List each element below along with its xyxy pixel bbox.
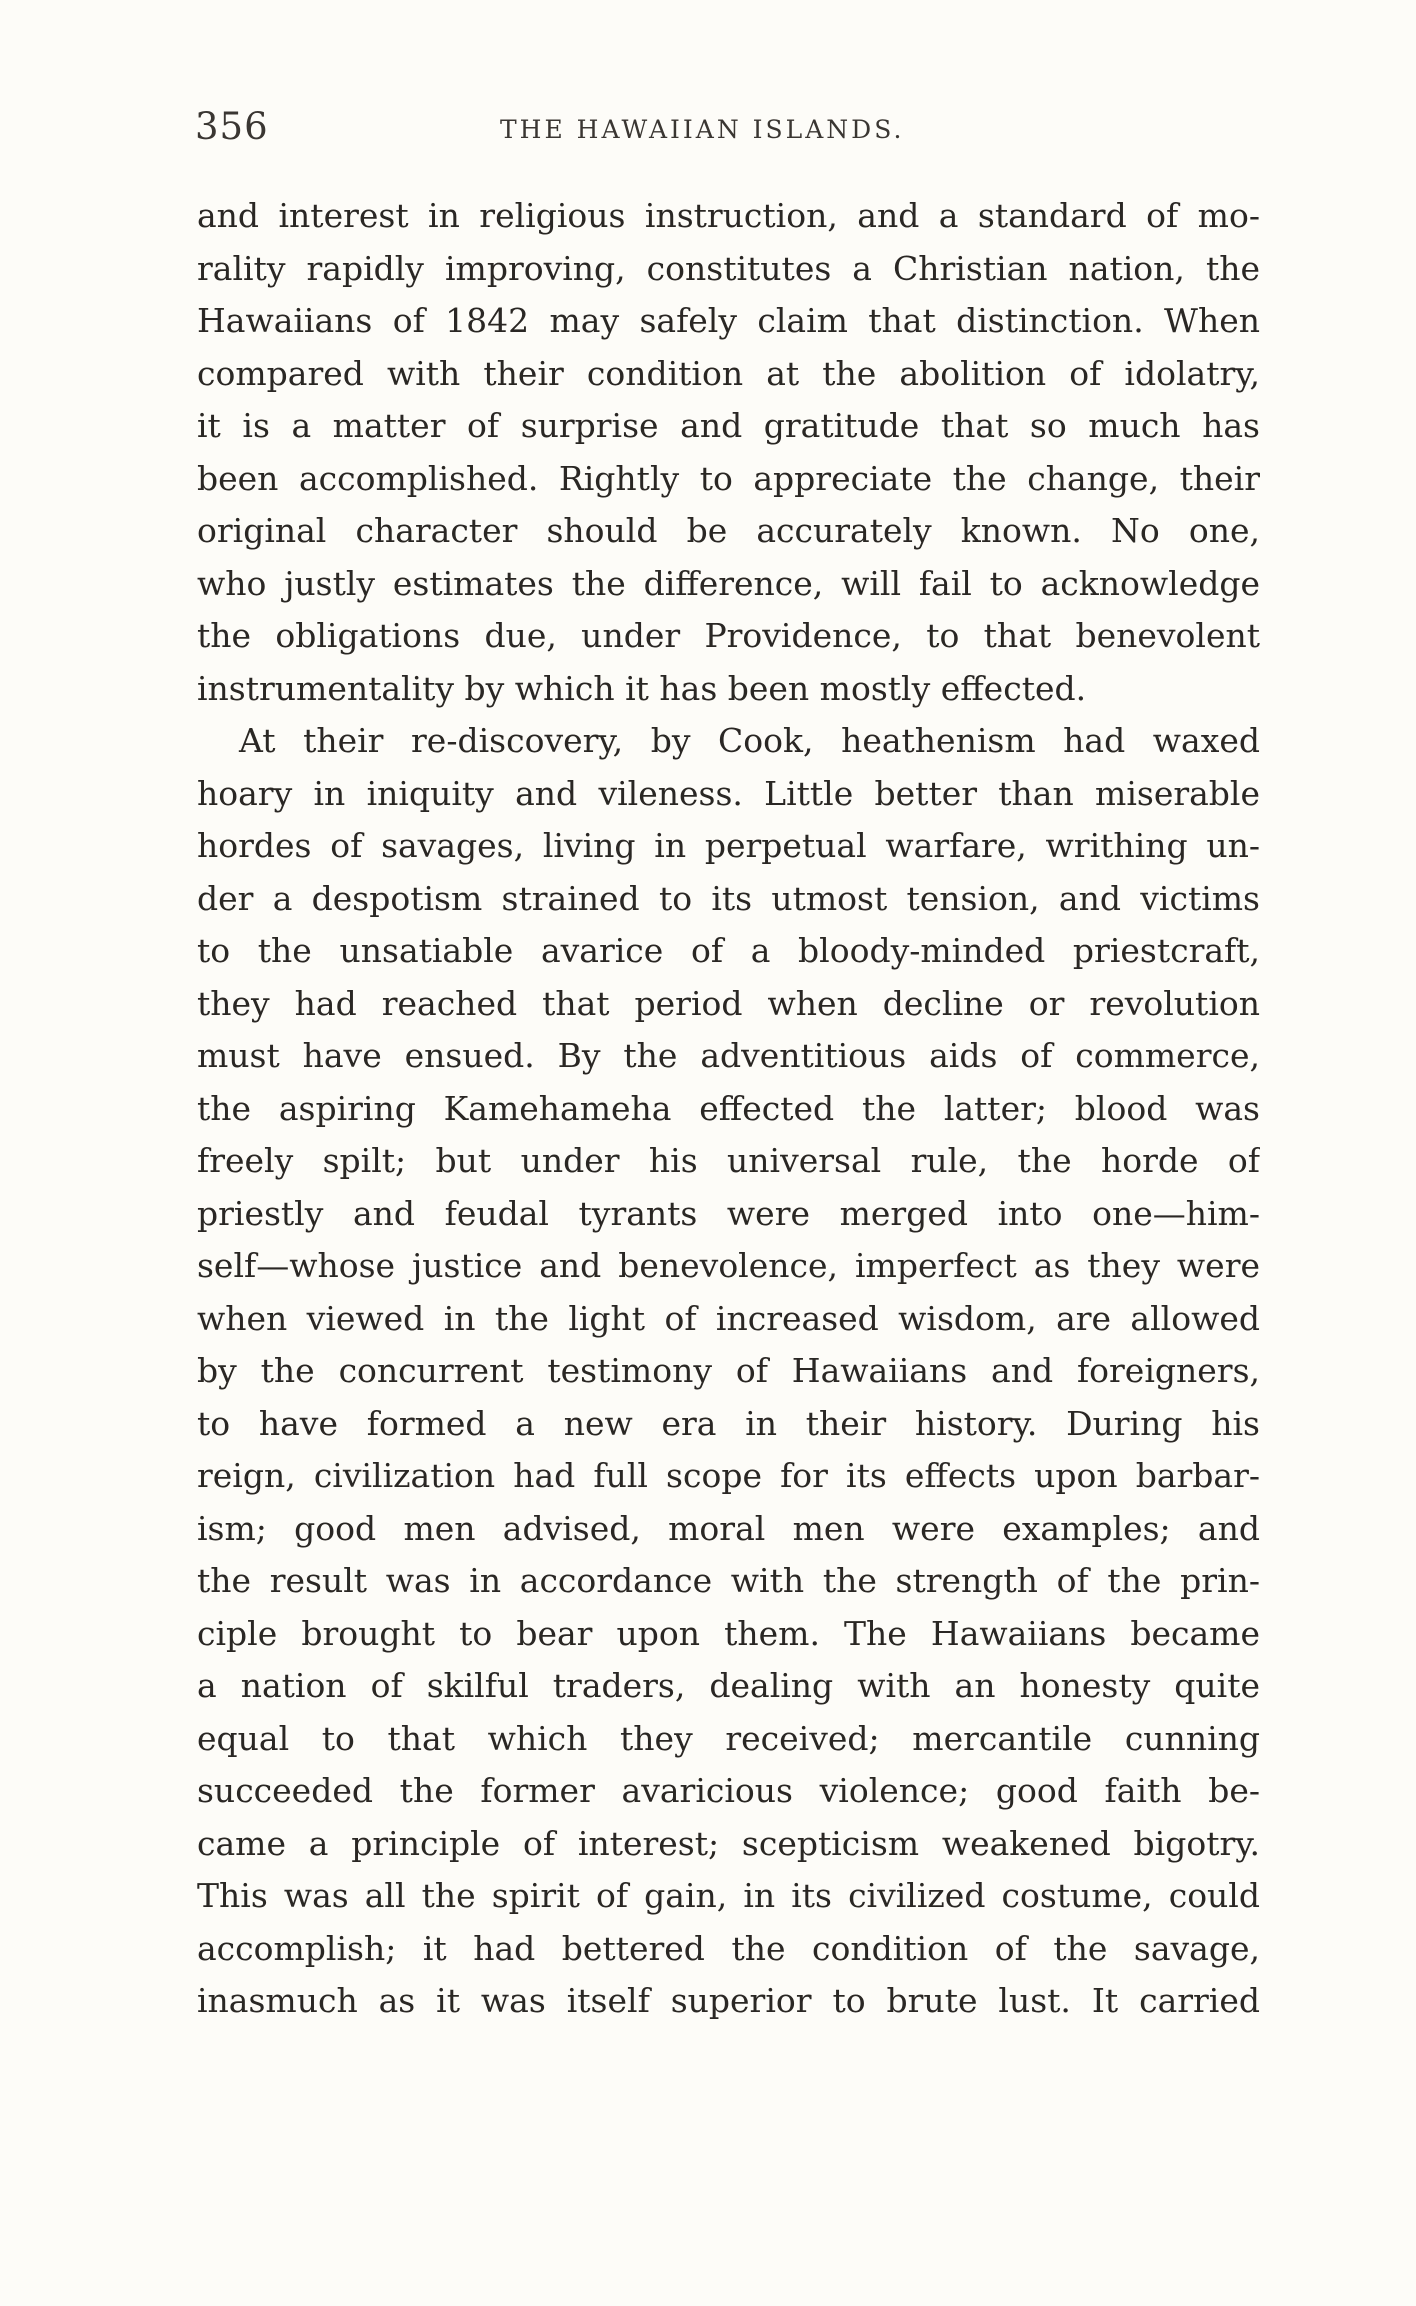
text-line: it is a matter of surprise and gratitude that so much has <box>197 406 1260 445</box>
body-text <box>197 190 1260 2028</box>
text-line: the obligations due, under Providence, to that benevolent <box>197 616 1260 655</box>
text-line: der a despotism strained to its utmost tension, and victims <box>197 878 1260 918</box>
text-line: succeeded the former avaricious violence; good faith be- <box>197 1771 1260 1810</box>
running-head <box>195 105 1255 165</box>
text-line: reign, civilization had full scope for its effects upon barbar- <box>197 1456 1260 1495</box>
text-line: and interest in religious instruction, and a standard of mo- <box>197 196 1260 235</box>
text-line: At their re-discovery, by Cook, heathenism had waxed <box>239 721 1260 760</box>
text-line: hordes of savages, living in perpetual warfare, writhing un- <box>197 826 1260 865</box>
text-line: when viewed in the light of increased wisdom, are allowed <box>197 1298 1260 1338</box>
text-line: inasmuch as it was itself superior to brute lust. It carried <box>197 1981 1260 2020</box>
text-line: instrumentality by which it has been mostly effected. <box>197 668 1087 708</box>
text-line: must have ensued. By the adventitious aids of commerce, <box>197 1036 1260 1075</box>
running-title: THE HAWAIIAN ISLANDS. <box>500 115 905 144</box>
text-line: to have formed a new era in their history. During his <box>197 1403 1260 1443</box>
text-line: the result was in accordance with the strength of the prin- <box>197 1561 1260 1600</box>
text-line: accomplish; it had bettered the condition of the savage, <box>197 1928 1260 1968</box>
text-line: Hawaiians of 1842 may safely claim that distinction. When <box>197 301 1260 340</box>
text-line: ism; good men advised, moral men were examples; and <box>197 1508 1260 1548</box>
text-line: by the concurrent testimony of Hawaiians and foreigners, <box>197 1351 1260 1390</box>
text-line: the aspiring Kamehameha effected the latter; blood was <box>197 1088 1260 1128</box>
text-line: compared with their condition at the abolition of idolatry, <box>197 353 1260 393</box>
text-line: hoary in iniquity and vileness. Little better than miserable <box>197 773 1260 813</box>
text-line: been accomplished. Rightly to appreciate the change, their <box>197 458 1260 498</box>
text-line: freely spilt; but under his universal rule, the horde of <box>197 1141 1260 1180</box>
text-line: priestly and feudal tyrants were merged into one—him- <box>197 1193 1260 1233</box>
text-line: they had reached that period when decline or revolution <box>197 983 1260 1023</box>
text-line: came a principle of interest; scepticism weakened bigotry. <box>197 1823 1260 1863</box>
text-line: to the unsatiable avarice of a bloody-minded priestcraft, <box>197 931 1260 970</box>
text-line: ciple brought to bear upon them. The Hawaiians became <box>197 1613 1260 1653</box>
text-line: a nation of skilful traders, dealing with an honesty quite <box>197 1666 1260 1705</box>
page-number: 356 <box>195 105 269 148</box>
text-line: who justly estimates the difference, will fail to acknowledge <box>197 563 1260 603</box>
text-line: equal to that which they received; mercantile cunning <box>197 1718 1260 1758</box>
text-line: This was all the spirit of gain, in its civilized costume, could <box>197 1876 1260 1915</box>
text-line: self—whose justice and benevolence, imperfect as they were <box>197 1246 1260 1285</box>
text-line: rality rapidly improving, constitutes a Christian nation, the <box>197 248 1260 288</box>
text-line: original character should be accurately known. No one, <box>197 511 1260 550</box>
